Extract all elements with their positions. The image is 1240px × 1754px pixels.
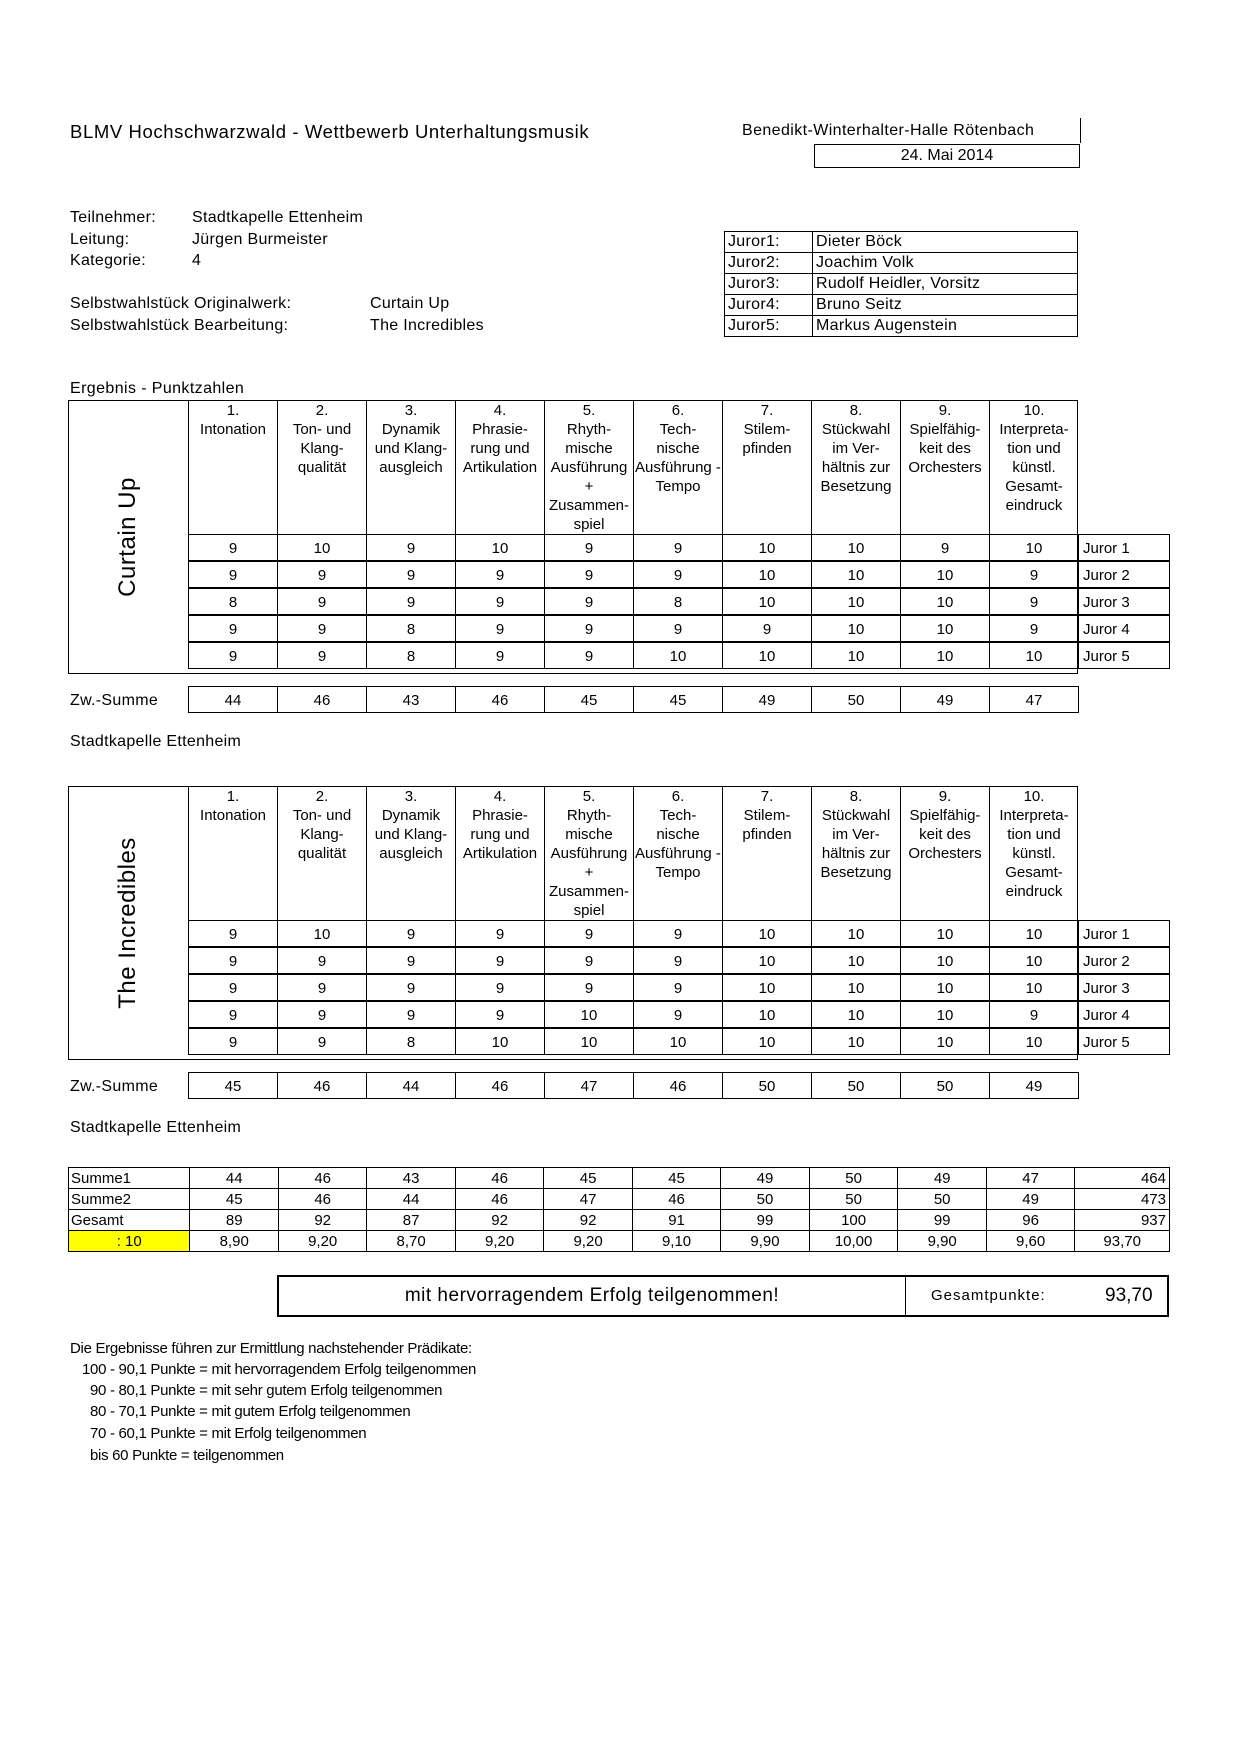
jury-row <box>725 253 1078 274</box>
score-cell: 9 <box>188 534 278 561</box>
subtotal-cell: 46 <box>277 686 367 713</box>
totals-cell: 8,90 <box>190 1231 278 1252</box>
score-cell: 9 <box>366 588 456 615</box>
totals-cell: 9,10 <box>632 1231 720 1252</box>
totals-cell: 89 <box>190 1210 278 1231</box>
totals-cell: 100 <box>809 1210 898 1231</box>
score-cell: 9 <box>277 561 367 588</box>
criterion-header <box>366 786 455 920</box>
piece-label <box>68 786 188 1060</box>
totals-cell: 9,20 <box>544 1231 632 1252</box>
subtotal-cell: 46 <box>633 1072 723 1099</box>
criterion-header <box>544 400 633 534</box>
totals-cell: 46 <box>278 1189 366 1210</box>
score-cell: 10 <box>900 588 990 615</box>
totals-cell: 44 <box>190 1168 278 1189</box>
score-cell: 9 <box>544 561 634 588</box>
criterion-header <box>989 786 1078 920</box>
jury-row <box>725 232 1078 253</box>
score-cell: 9 <box>188 615 278 642</box>
score-cell: 10 <box>633 642 723 669</box>
score-cell: 9 <box>989 1001 1079 1028</box>
result-divider <box>905 1277 906 1315</box>
score-cell: 10 <box>811 947 901 974</box>
score-cell: 9 <box>633 615 723 642</box>
jury-name: Dieter Böck <box>813 232 1078 253</box>
score-cell: 9 <box>989 588 1079 615</box>
criterion-label: 5. Rhyth- mische Ausführung + Zusammen- spiel <box>548 788 630 919</box>
criterion-header <box>277 400 366 534</box>
subtotal-cell: 45 <box>544 686 634 713</box>
totals-label: Summe2 <box>69 1189 190 1210</box>
score-cell: 9 <box>188 642 278 669</box>
totals-cell: 46 <box>455 1189 543 1210</box>
subtotal-cell: 50 <box>811 686 901 713</box>
score-cell: 10 <box>989 534 1079 561</box>
juror-label: Juror 5 <box>1078 1028 1170 1055</box>
criterion-label: 6. Tech- nische Ausführung - Tempo <box>635 788 721 881</box>
score-cell: 10 <box>989 642 1079 669</box>
score-cell: 10 <box>544 1001 634 1028</box>
score-cell: 10 <box>900 974 990 1001</box>
subtotal-cell: 50 <box>900 1072 990 1099</box>
score-cell: 9 <box>277 1001 367 1028</box>
criterion-header <box>633 400 722 534</box>
jury-key: Juror5: <box>725 316 813 337</box>
result-box <box>277 1275 1169 1317</box>
totals-cell: 49 <box>986 1189 1074 1210</box>
score-cell: 9 <box>633 1001 723 1028</box>
score-cell: 9 <box>455 947 545 974</box>
score-cell: 10 <box>811 1001 901 1028</box>
score-cell: 10 <box>722 920 812 947</box>
piece-name: The Incredibles <box>114 837 141 1009</box>
teilnehmer-label: Teilnehmer: <box>70 209 157 226</box>
score-cell: 10 <box>900 947 990 974</box>
subtotal-cell: 44 <box>188 686 278 713</box>
legend-line: 70 - 60,1 Punkte = mit Erfolg teilgenommen <box>90 1425 367 1442</box>
criterion-header <box>366 400 455 534</box>
score-cell: 8 <box>633 588 723 615</box>
jury-key: Juror3: <box>725 274 813 295</box>
totals-cell: 50 <box>898 1189 986 1210</box>
result-text: mit hervorragendem Erfolg teilgenommen! <box>404 1285 780 1306</box>
score-cell: 9 <box>633 974 723 1001</box>
score-cell: 9 <box>366 920 456 947</box>
score-cell: 10 <box>811 615 901 642</box>
score-cell: 9 <box>366 974 456 1001</box>
score-cell: 10 <box>633 1028 723 1055</box>
score-cell: 10 <box>722 974 812 1001</box>
totals-label: : 10 <box>69 1231 190 1252</box>
totals-cell: 43 <box>367 1168 455 1189</box>
criterion-header <box>722 786 811 920</box>
criterion-label: 3. Dynamik und Klang- ausgleich <box>374 788 448 862</box>
score-cell: 9 <box>277 615 367 642</box>
score-cell: 9 <box>277 642 367 669</box>
criterion-label: 8. Stückwahl im Ver- hältnis zur Besetzung <box>820 402 892 495</box>
criterion-header <box>455 400 544 534</box>
juror-label: Juror 2 <box>1078 561 1170 588</box>
score-block-incredibles <box>68 786 1170 1136</box>
subtotal-cell: 50 <box>811 1072 901 1099</box>
subtotal-cell: 46 <box>455 686 545 713</box>
totals-table <box>68 1167 1170 1252</box>
legend-intro: Die Ergebnisse führen zur Ermittlung nachstehender Prädikate: <box>70 1340 472 1357</box>
totals-cell: 45 <box>190 1189 278 1210</box>
score-cell: 8 <box>366 642 456 669</box>
criterion-label: 1. Intonation <box>200 402 266 438</box>
score-cell: 10 <box>989 974 1079 1001</box>
criterion-label: 2. Ton- und Klang- qualität <box>292 402 352 476</box>
score-cell: 9 <box>188 974 278 1001</box>
criterion-label: 9. Spielfähig- keit des Orchesters <box>908 788 982 862</box>
jury-key: Juror2: <box>725 253 813 274</box>
totals-cell: 9,60 <box>986 1231 1074 1252</box>
score-cell: 9 <box>544 615 634 642</box>
subtotal-cell: 49 <box>900 686 990 713</box>
criterion-header <box>900 400 989 534</box>
totals-cell: 92 <box>544 1210 632 1231</box>
criterion-label: 1. Intonation <box>200 788 266 824</box>
criterion-label: 4. Phrasie- rung und Artikulation <box>462 788 538 862</box>
criterion-header <box>811 786 900 920</box>
totals-cell: 87 <box>367 1210 455 1231</box>
score-cell: 9 <box>989 561 1079 588</box>
totals-cell: 50 <box>721 1189 809 1210</box>
totals-cell: 46 <box>278 1168 366 1189</box>
score-cell: 10 <box>722 561 812 588</box>
criterion-header <box>544 786 633 920</box>
jury-row <box>725 295 1078 316</box>
totals-cell: 50 <box>809 1168 898 1189</box>
juror-label: Juror 4 <box>1078 615 1170 642</box>
venue: Benedikt-Winterhalter-Halle Rötenbach <box>742 122 1035 139</box>
score-cell: 9 <box>455 615 545 642</box>
score-cell: 9 <box>366 534 456 561</box>
score-cell: 10 <box>900 615 990 642</box>
totals-cell: 9,20 <box>455 1231 543 1252</box>
juror-label: Juror 4 <box>1078 1001 1170 1028</box>
score-cell: 10 <box>811 561 901 588</box>
totals-label: Summe1 <box>69 1168 190 1189</box>
totals-row <box>69 1231 1170 1252</box>
page-title: BLMV Hochschwarzwald - Wettbewerb Unterhaltungsmusik <box>70 121 590 142</box>
score-cell: 9 <box>455 920 545 947</box>
score-cell: 8 <box>366 615 456 642</box>
piece-label <box>68 400 188 674</box>
score-cell: 10 <box>455 534 545 561</box>
subtotal-cell: 46 <box>455 1072 545 1099</box>
score-cell: 10 <box>722 642 812 669</box>
juror-label: Juror 5 <box>1078 642 1170 669</box>
score-cell: 9 <box>188 1028 278 1055</box>
block-footer: Stadtkapelle Ettenheim <box>70 733 242 750</box>
jury-row <box>725 274 1078 295</box>
subtotal-label: Zw.-Summe <box>70 1078 159 1095</box>
score-cell: 9 <box>366 947 456 974</box>
juror-label: Juror 3 <box>1078 974 1170 1001</box>
criterion-header <box>188 400 277 534</box>
gesamtpunkte-label: Gesamtpunkte: <box>931 1287 1046 1304</box>
score-cell: 9 <box>188 1001 278 1028</box>
subtotal-cell: 45 <box>188 1072 278 1099</box>
totals-cell: 44 <box>367 1189 455 1210</box>
subtotal-cell: 49 <box>989 1072 1079 1099</box>
subtotal-cell: 46 <box>277 1072 367 1099</box>
juror-label: Juror 1 <box>1078 920 1170 947</box>
totals-cell: 45 <box>632 1168 720 1189</box>
subtotal-cell: 50 <box>722 1072 812 1099</box>
score-cell: 9 <box>277 974 367 1001</box>
block-footer: Stadtkapelle Ettenheim <box>70 1119 242 1136</box>
score-cell: 9 <box>455 561 545 588</box>
totals-cell: 10,00 <box>809 1231 898 1252</box>
subtotal-label: Zw.-Summe <box>70 692 159 709</box>
teilnehmer-value: Stadtkapelle Ettenheim <box>192 209 364 226</box>
score-cell: 9 <box>633 534 723 561</box>
score-cell: 9 <box>277 947 367 974</box>
jury-name: Joachim Volk <box>813 253 1078 274</box>
score-cell: 9 <box>455 1001 545 1028</box>
event-date: 24. Mai 2014 <box>814 144 1080 168</box>
score-cell: 9 <box>544 947 634 974</box>
score-cell: 9 <box>188 561 278 588</box>
bearbeitung-value: The Incredibles <box>370 317 484 334</box>
score-cell: 9 <box>277 1028 367 1055</box>
score-cell: 10 <box>811 1028 901 1055</box>
score-cell: 10 <box>811 588 901 615</box>
criterion-label: 3. Dynamik und Klang- ausgleich <box>374 402 448 476</box>
score-cell: 10 <box>722 1028 812 1055</box>
subtotal-cell: 47 <box>989 686 1079 713</box>
totals-cell: 46 <box>455 1168 543 1189</box>
juror-label: Juror 1 <box>1078 534 1170 561</box>
criterion-label: 7. Stilem- pfinden <box>742 402 792 457</box>
score-cell: 10 <box>455 1028 545 1055</box>
score-cell: 9 <box>544 534 634 561</box>
score-cell: 9 <box>633 947 723 974</box>
kategorie-label: Kategorie: <box>70 252 146 269</box>
totals-cell: 96 <box>986 1210 1074 1231</box>
score-cell: 10 <box>722 947 812 974</box>
totals-cell: 47 <box>544 1189 632 1210</box>
score-cell: 10 <box>277 534 367 561</box>
score-cell: 9 <box>366 561 456 588</box>
legend-line: 80 - 70,1 Punkte = mit gutem Erfolg teilgenommen <box>90 1403 411 1420</box>
subtotal-cell: 47 <box>544 1072 634 1099</box>
totals-cell: 91 <box>632 1210 720 1231</box>
score-cell: 9 <box>544 974 634 1001</box>
section-title: Ergebnis - Punktzahlen <box>70 380 245 397</box>
score-cell: 8 <box>366 1028 456 1055</box>
score-cell: 10 <box>722 588 812 615</box>
score-cell: 10 <box>722 1001 812 1028</box>
totals-cell: 99 <box>721 1210 809 1231</box>
totals-cell: 9,20 <box>278 1231 366 1252</box>
leitung-value: Jürgen Burmeister <box>192 231 328 248</box>
gesamtpunkte-value: 93,70 <box>1105 1285 1153 1306</box>
totals-sum: 93,70 <box>1075 1231 1170 1252</box>
criterion-label: 7. Stilem- pfinden <box>742 788 792 843</box>
score-cell: 10 <box>900 920 990 947</box>
totals-sum: 473 <box>1075 1189 1170 1210</box>
totals-cell: 46 <box>632 1189 720 1210</box>
score-cell: 10 <box>989 920 1079 947</box>
totals-cell: 92 <box>455 1210 543 1231</box>
score-cell: 9 <box>455 642 545 669</box>
totals-cell: 92 <box>278 1210 366 1231</box>
score-cell: 9 <box>455 974 545 1001</box>
score-cell: 9 <box>722 615 812 642</box>
score-block-curtain-up <box>68 400 1170 750</box>
legend-line: bis 60 Punkte = teilgenommen <box>90 1447 284 1464</box>
jury-name: Rudolf Heidler, Vorsitz <box>813 274 1078 295</box>
score-cell: 9 <box>544 588 634 615</box>
score-cell: 9 <box>188 920 278 947</box>
totals-cell: 8,70 <box>367 1231 455 1252</box>
originalwerk-label: Selbstwahlstück Originalwerk: <box>70 295 292 312</box>
juror-label: Juror 3 <box>1078 588 1170 615</box>
venue-divider <box>1080 118 1081 143</box>
totals-cell: 45 <box>544 1168 632 1189</box>
totals-cell: 99 <box>898 1210 986 1231</box>
totals-row <box>69 1189 1170 1210</box>
subtotal-cell: 43 <box>366 686 456 713</box>
criterion-header <box>811 400 900 534</box>
score-cell: 9 <box>989 615 1079 642</box>
criterion-header <box>633 786 722 920</box>
totals-row <box>69 1210 1170 1231</box>
criterion-label: 5. Rhyth- mische Ausführung + Zusammen- spiel <box>548 402 630 533</box>
jury-name: Bruno Seitz <box>813 295 1078 316</box>
score-cell: 10 <box>811 534 901 561</box>
jury-row <box>725 316 1078 337</box>
score-cell: 9 <box>633 920 723 947</box>
totals-cell: 49 <box>898 1168 986 1189</box>
totals-row <box>69 1168 1170 1189</box>
piece-name: Curtain Up <box>114 477 141 597</box>
criterion-header <box>989 400 1078 534</box>
jury-name: Markus Augenstein <box>813 316 1078 337</box>
subtotal-cell: 44 <box>366 1072 456 1099</box>
score-cell: 10 <box>544 1028 634 1055</box>
totals-cell: 49 <box>721 1168 809 1189</box>
criterion-header <box>188 786 277 920</box>
criterion-label: 2. Ton- und Klang- qualität <box>292 788 352 862</box>
score-cell: 10 <box>989 1028 1079 1055</box>
score-cell: 10 <box>900 561 990 588</box>
criterion-header <box>722 400 811 534</box>
criterion-label: 9. Spielfähig- keit des Orchesters <box>908 402 982 476</box>
score-cell: 9 <box>900 534 990 561</box>
totals-label: Gesamt <box>69 1210 190 1231</box>
score-cell: 9 <box>455 588 545 615</box>
criterion-header <box>277 786 366 920</box>
score-cell: 10 <box>811 920 901 947</box>
score-cell: 10 <box>989 947 1079 974</box>
score-cell: 10 <box>722 534 812 561</box>
juror-label: Juror 2 <box>1078 947 1170 974</box>
score-cell: 9 <box>633 561 723 588</box>
criterion-label: 10. Interpreta- tion und künstl. Gesamt- eindruck <box>999 402 1069 514</box>
criterion-header <box>455 786 544 920</box>
bearbeitung-label: Selbstwahlstück Bearbeitung: <box>70 317 289 334</box>
totals-sum: 937 <box>1075 1210 1170 1231</box>
totals-cell: 47 <box>986 1168 1074 1189</box>
score-cell: 8 <box>188 588 278 615</box>
score-cell: 9 <box>277 588 367 615</box>
score-cell: 9 <box>544 642 634 669</box>
totals-cell: 9,90 <box>898 1231 986 1252</box>
criterion-label: 8. Stückwahl im Ver- hältnis zur Besetzung <box>820 788 892 881</box>
jury-key: Juror1: <box>725 232 813 253</box>
totals-cell: 50 <box>809 1189 898 1210</box>
jury-key: Juror4: <box>725 295 813 316</box>
score-cell: 10 <box>900 642 990 669</box>
jury-table <box>724 231 1078 337</box>
legend-line: 90 - 80,1 Punkte = mit sehr gutem Erfolg teilgenommen <box>90 1382 443 1399</box>
criterion-header <box>900 786 989 920</box>
subtotal-cell: 49 <box>722 686 812 713</box>
criterion-label: 4. Phrasie- rung und Artikulation <box>462 402 538 476</box>
score-cell: 10 <box>277 920 367 947</box>
subtotal-cell: 45 <box>633 686 723 713</box>
score-cell: 9 <box>366 1001 456 1028</box>
score-cell: 9 <box>544 920 634 947</box>
originalwerk-value: Curtain Up <box>370 295 450 312</box>
leitung-label: Leitung: <box>70 231 130 248</box>
totals-sum: 464 <box>1075 1168 1170 1189</box>
criterion-label: 6. Tech- nische Ausführung - Tempo <box>635 402 721 495</box>
score-cell: 9 <box>188 947 278 974</box>
score-cell: 10 <box>900 1028 990 1055</box>
kategorie-value: 4 <box>192 252 202 269</box>
score-cell: 10 <box>811 974 901 1001</box>
totals-cell: 9,90 <box>721 1231 809 1252</box>
score-cell: 10 <box>811 642 901 669</box>
score-cell: 10 <box>900 1001 990 1028</box>
legend-line: 100 - 90,1 Punkte = mit hervorragendem Erfolg teilgenommen <box>82 1361 477 1378</box>
criterion-label: 10. Interpreta- tion und künstl. Gesamt- eindruck <box>999 788 1069 900</box>
